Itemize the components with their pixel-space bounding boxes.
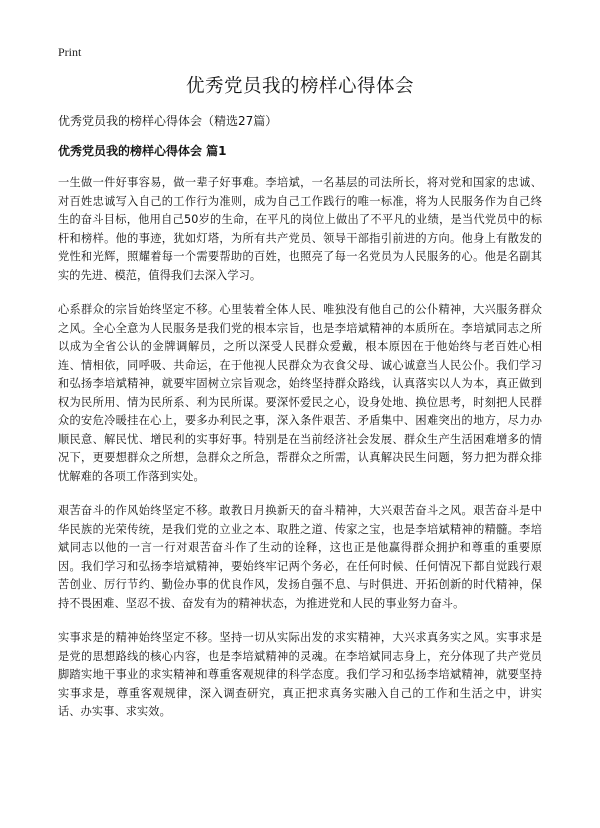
paragraph-4: 实事求是的精神始终坚定不移。坚持一切从实际出发的求实精神，大兴求真务实之风。实事求是是党的思想路线的核心内容，也是李培斌精神的灵魂。在李培斌同志身上，充分体现了共产党员脚踏实地干事业的求实精神和尊重客观规律的科学态度。我们学习和弘扬李培斌精神，就要坚持实事求是，尊重客观规律，深入调查研究，真正把求真务实融入自己的工作和生活之中，讲实话、办实事、求实效。 [58, 631, 542, 718]
document-subtitle: 优秀党员我的榜样心得体会（精选27篇） [58, 114, 278, 128]
paragraph-3: 艰苦奋斗的作风始终坚定不移。敢教日月换新天的奋斗精神，大兴艰苦奋斗之风。艰苦奋斗是中华民族的光荣传统，是我们党的立业之本、取胜之道、传家之宝，也是李培斌精神的精髓。李培斌同志以他的一言一行对艰苦奋斗作了生动的诠释，这也正是他赢得群众拥护和尊重的重要原因。我们学习和弘扬李培斌精神，要始终牢记两个务必，在任何时候、任何情况下都自觉践行艰苦创业、厉行节约、勤俭办事的优良作风，发扬自强不息、与时俱进、开拓创新的时代精神，保持不畏困难、坚忍不拔、奋发有为的精神状态，为推进党和人民的事业努力奋斗。 [58, 504, 542, 610]
document-title: 优秀党员我的榜样心得体会 [185, 76, 414, 97]
section-heading: 优秀党员我的榜样心得体会 篇1 [58, 144, 227, 158]
paragraph-2: 心系群众的宗旨始终坚定不移。心里装着全体人民、唯独没有他自己的公仆精神，大兴服务群众之风。全心全意为人民服务是我们党的根本宗旨，也是李培斌精神的本质所在。李培斌同志之所以成为全省公认的金牌调解员，之所以深受人民群众爱戴，根本原因在于他始终与老百姓心相连、情相依，同呼吸、共命运，在于他视人民群众为衣食父母、诚心诚意当人民公仆。我们学习和弘扬李培斌精神，就要牢固树立宗旨观念，始终坚持群众路线，认真落实以人为本，真正做到权为民所用、情为民所系、利为民所谋。要深怀爱民之心，设身处地、换位思考，时刻把人民群众的安危冷暖挂在心上，要多办利民之事，深入条件艰苦、矛盾集中、困难突出的地方，尽力办顺民意、解民忧、增民利的实事好事。特别是在当前经济社会发展、群众生产生活困难增多的情况下，更要想群众之所想，急群众之所急，帮群众之所需，认真解决民生问题，努力把为群众排忧解难的各项工作落到实处。 [58, 303, 542, 483]
paragraph-1: 一生做一件好事容易，做一辈子好事难。李培斌，一名基层的司法所长，将对党和国家的忠诚、对百姓忠诚写入自己的工作行为准则，成为自己工作践行的唯一标准，将为人民服务作为自己终生的奋斗目标，他用自己50岁的生命，在平凡的岗位上做出了不平凡的业绩，是当代党员中的标杆和榜样。他的事迹，犹如灯塔，为所有共产党员、领导干部指引前进的方向。他身上有散发的党性和光辉，照耀着每一个需要帮助的百姓，也照亮了每一名党员为人民服务的心。他是名副其实的先进、模范，值得我们去深入学习。 [58, 176, 542, 282]
print-link[interactable]: Print [58, 45, 82, 59]
